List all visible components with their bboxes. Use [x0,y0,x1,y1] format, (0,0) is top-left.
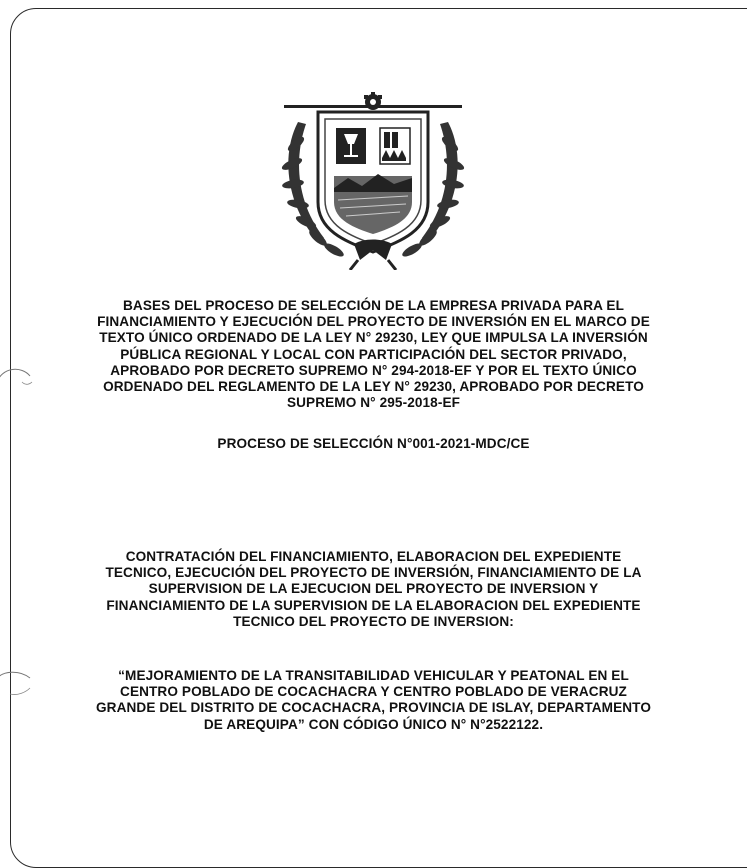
title-line: BASES DEL PROCESO DE SELECCIÓN DE LA EMPRESA PRIVADA PARA EL [123,298,624,313]
contract-line: SUPERVISION DE LA EJECUCION DEL PROYECTO DE INVERSION Y [148,581,599,597]
process-number-text: PROCESO DE SELECCIÓN N°001-2021-MDC/CE [217,436,530,451]
contract-line: TECNICO, EJECUCIÓN DEL PROYECTO DE INVERSIÓN, FINANCIAMIENTO DE LA [105,565,642,581]
project-line: DE AREQUIPA” CON CÓDIGO ÚNICO N° N°2522122. [203,716,544,732]
title-line: FINANCIAMIENTO Y EJECUCIÓN DEL PROYECTO DE INVERSIÓN EN EL MARCO DE [97,314,650,330]
project-name [20,668,727,733]
title-line: ORDENADO DEL REGLAMENTO DE LA LEY N° 29230, APROBADO POR DECRETO [103,379,644,395]
project-line: “MEJORAMIENTO DE LA TRANSITABILIDAD VEHICULAR Y PEATONAL EN EL [118,668,629,683]
contract-description [20,549,727,630]
title-line: APROBADO POR DECRETO SUPREMO N° 294-2018-EF Y POR EL TEXTO ÚNICO [110,362,637,378]
title-line: SUPREMO N° 295-2018-EF [286,395,461,411]
title-line: TEXTO ÚNICO ORDENADO DE LA LEY N° 29230, LEY QUE IMPULSA LA INVERSIÓN [99,330,648,346]
contract-line: TECNICO DEL PROYECTO DE INVERSION: [233,613,514,629]
coat-of-arms-icon [278,92,468,270]
process-number [20,436,727,452]
contract-line: CONTRATACIÓN DEL FINANCIAMIENTO, ELABORACION DEL EXPEDIENTE [125,549,622,564]
document-title [20,298,727,411]
title-line: PÚBLICA REGIONAL Y LOCAL CON PARTICIPACIÓN DEL SECTOR PRIVADO, [120,346,627,362]
contract-line: FINANCIAMIENTO DE LA SUPERVISION DE LA ELABORACION DEL EXPEDIENTE [106,597,641,613]
project-line: GRANDE DEL DISTRITO DE COCACHACRA, PROVINCIA DE ISLAY, DEPARTAMENTO [95,700,652,716]
project-line: CENTRO POBLADO DE COCACHACRA Y CENTRO POBLADO DE VERACRUZ [120,684,627,700]
